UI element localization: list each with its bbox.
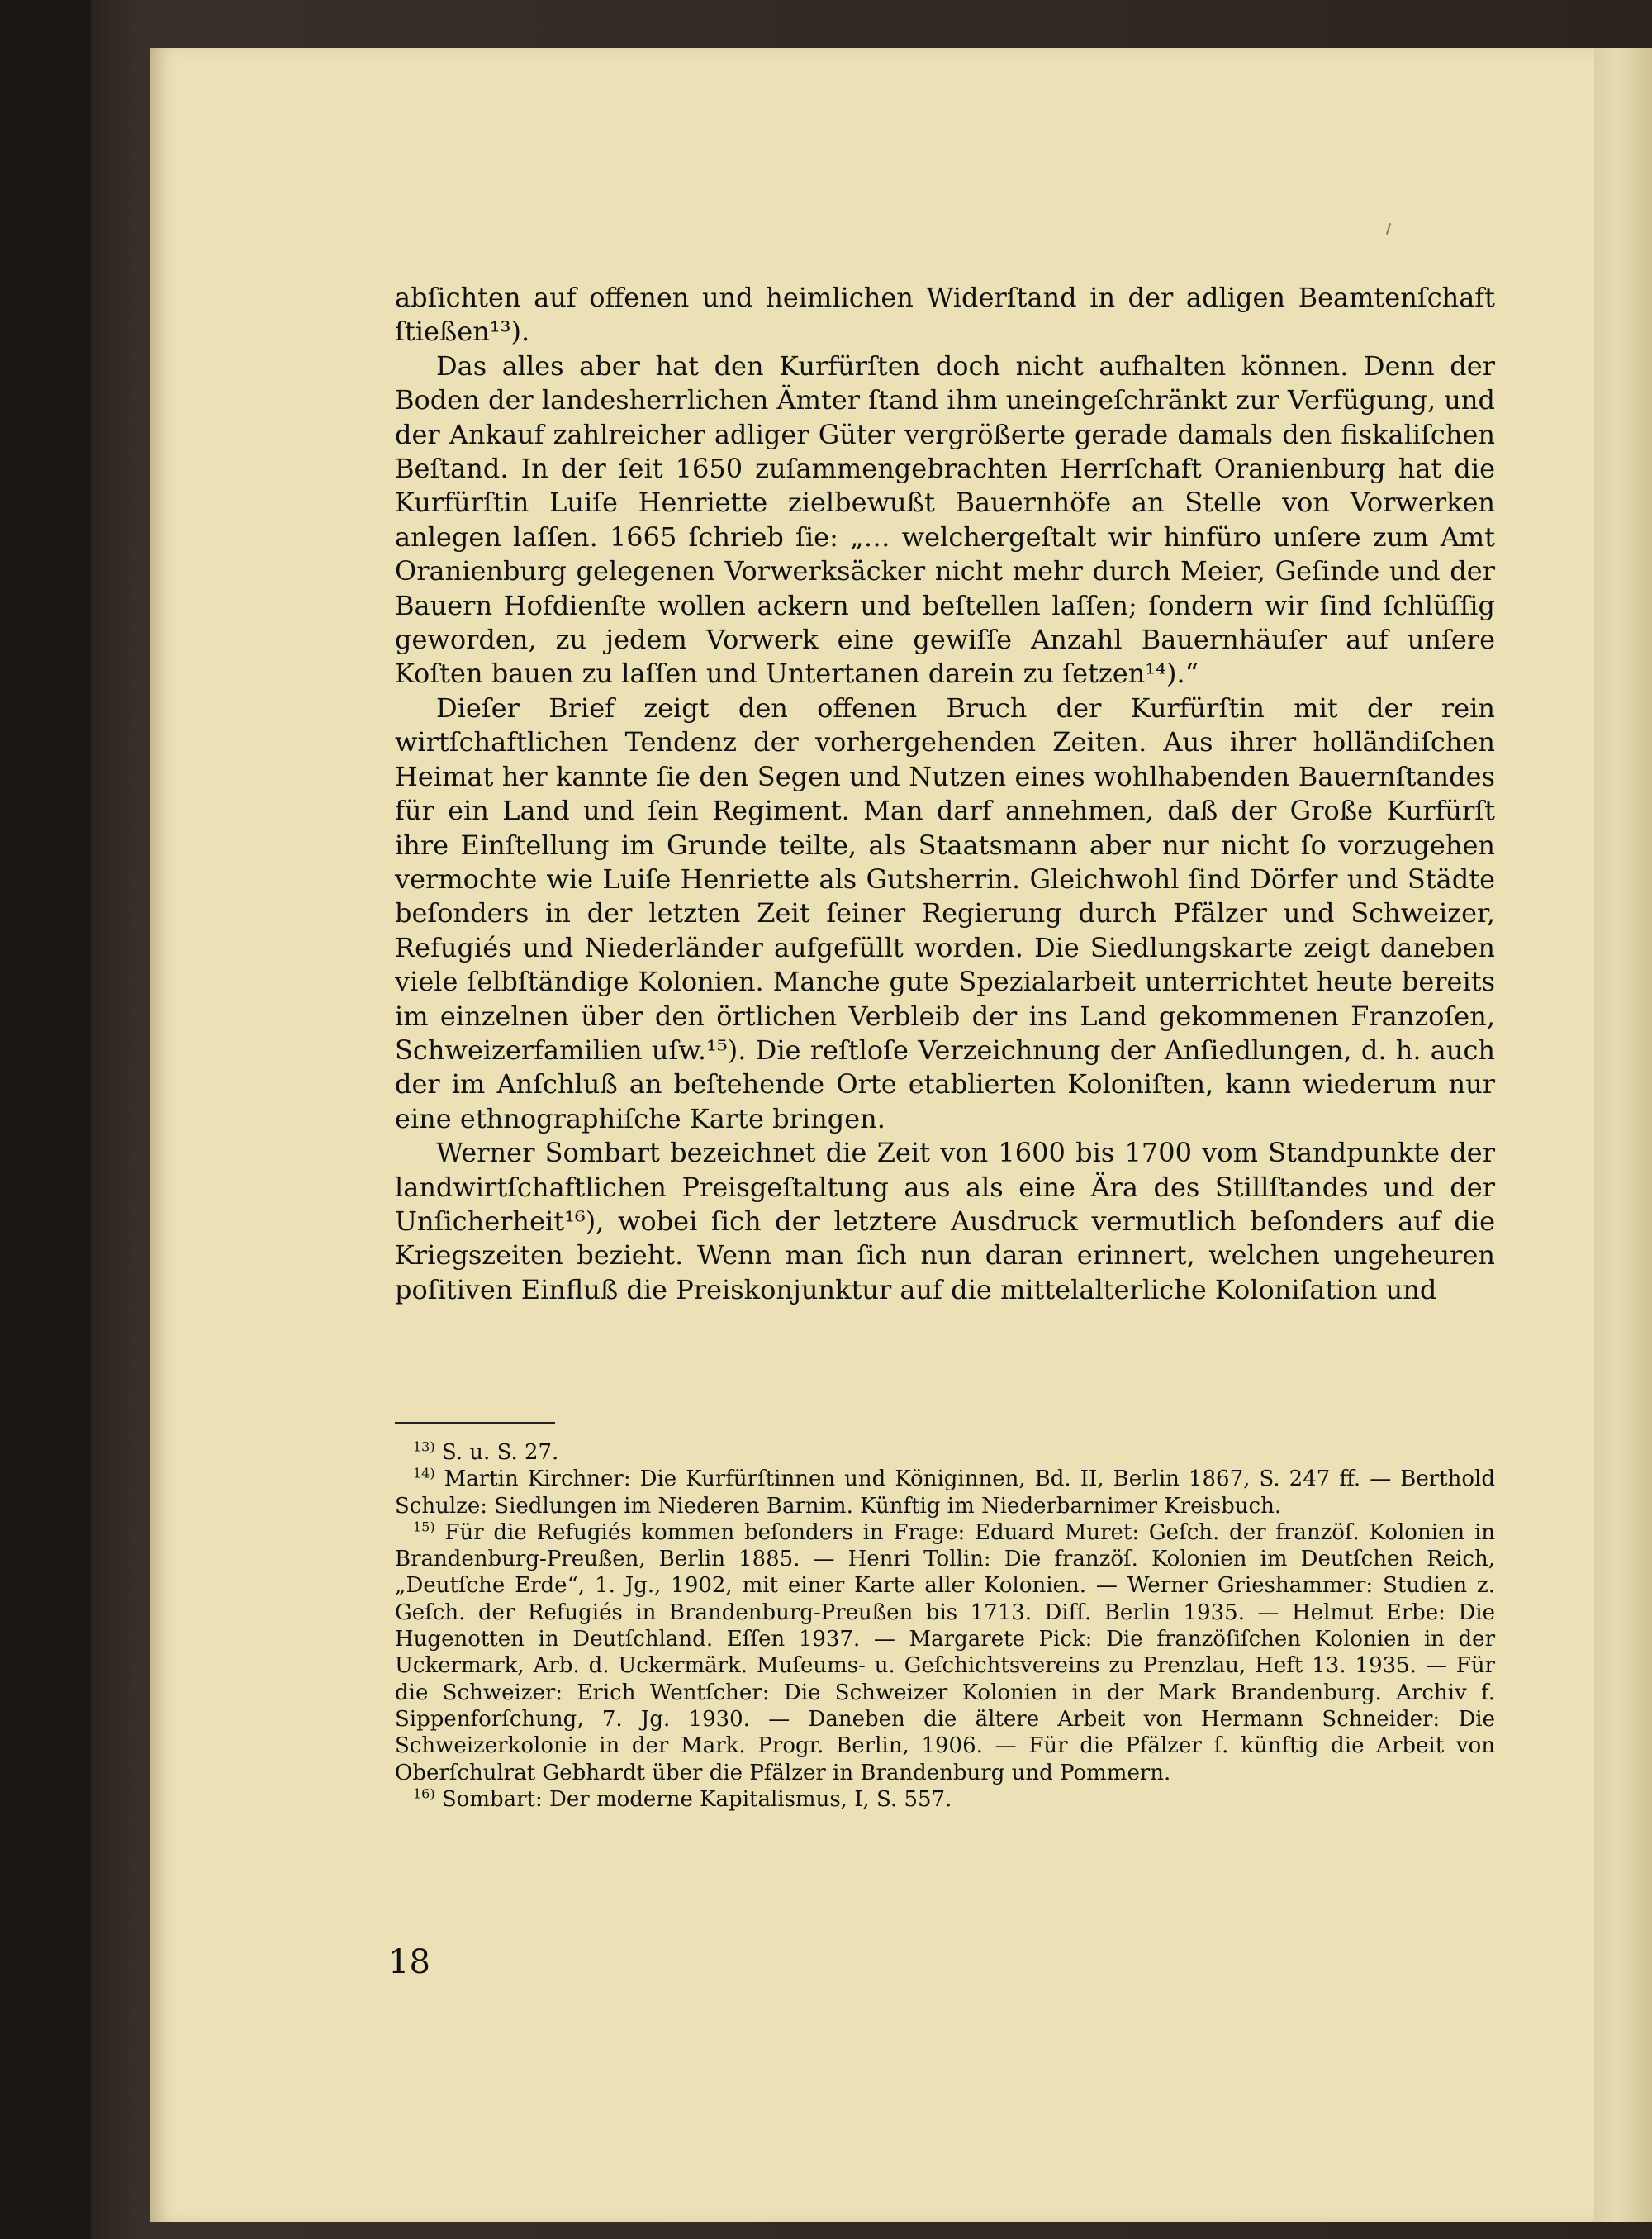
paragraph-1: abſichten auf offenen und heimlichen Widerſtand in der adligen Beamtenſchaft ſtießen¹³).: [395, 282, 1495, 348]
paragraph-3: Dieſer Brief zeigt den offenen Bruch der Kurfürſtin mit der rein wirtſchaftlichen Tendenz der vorhergehenden Zeiten. Aus ihrer holländiſchen Heimat her kannte ſie den Segen und Nutzen eines wohlhabenden Bauernſtandes für ein Land und ſein Regiment. Man darf annehmen, daß der Große Kurfürſt ihre Einſtellung im Grunde teilte, als Staatsmann aber nur nicht ſo vorzugehen vermochte wie Luiſe Henriette als Gutsherrin. Gleichwohl ſind Dörfer und Städte beſonders in der letzten Zeit ſeiner Regierung durch Pfälzer und Schweizer, Refugiés und Niederländer aufgefüllt worden. Die Siedlungskarte zeigt daneben viele ſelbſtändige Kolonien. Manche gute Spezialarbeit unterrichtet heute bereits im einzelnen über den örtlichen Verbleib der ins Land gekommenen Franzoſen, Schweizerfamilien uſw.¹⁵). Die reſtloſe Verzeichnung der Anſiedlungen, d. h. auch der im Anſchluß an beſtehende Orte etablierten Koloniſten, kann wiederum nur eine ethnographiſche Karte bringen.: [395, 692, 1495, 1134]
page-edges: [1594, 48, 1652, 2222]
paragraph-2: Das alles aber hat den Kurfürſten doch nicht aufhalten können. Denn der Boden der landesherrlichen Ämter ſtand ihm uneingeſchränkt zur Verfügung, und der Ankauf zahlreicher adliger Güter vergrößerte gerade damals den fiskaliſchen Beſtand. In der ſeit 1650 zuſammengebrachten Herrſchaft Oranienburg hat die Kurfürſtin Luiſe Henriette zielbewußt Bauernhöfe an Stelle von Vorwerken anlegen laſſen. 1665 ſchrieb ſie: „… welchergeſtalt wir hinfüro unſere zum Amt Oranienburg gelegenen Vorwerksäcker nicht mehr durch Meier, Geſinde und der Bauern Hofdienſte wollen ackern und beſtellen laſſen; ſondern wir ſind ſchlüſſig geworden, zu jedem Vorwerk eine gewiſſe Anzahl Bauernhäuſer auf unſere Koſten bauen zu laſſen und Untertanen darein zu ſetzen¹⁴).“: [395, 349, 1495, 690]
footnote-13: [395, 1439, 1495, 1466]
paragraph-4: Werner Sombart bezeichnet die Zeit von 1600 bis 1700 vom Standpunkte der landwirtſchaftlichen Preisgeſtaltung aus als eine Ära des Stillſtandes und der Unſicherheit¹⁶), wobei ſich der letztere Ausdruck vermutlich beſonders auf die Kriegszeiten bezieht. Wenn man ſich nun daran erinnert, welchen ungeheuren poſitiven Einfluß die Preiskonjunktur auf die mittelalterliche Koloniſation und: [395, 1137, 1495, 1305]
footnote-text: S. u. S. 27.: [441, 1440, 559, 1465]
footnote-15: [395, 1519, 1495, 1786]
footnote-divider: [395, 1422, 555, 1424]
footnote-16: [395, 1786, 1495, 1813]
footnotes: [395, 1439, 1495, 1813]
footnote-text: Martin Kirchner: Die Kurfürſtinnen und Königinnen, Bd. II, Berlin 1867, S. 247 ff. — Berthold Schulze: Siedlungen im Niederen Barnim. Künftig im Niederbarnimer Kreisbuch.: [395, 1467, 1495, 1519]
footnote-number: 14): [413, 1465, 435, 1481]
footnote-14: [395, 1466, 1495, 1519]
footnote-number: 16): [413, 1785, 435, 1802]
footnote-text: Für die Refugiés kommen beſonders in Frage: Eduard Muret: Geſch. der franzöſ. Kolonien in Brandenburg-Preußen, Berlin 1885. — Henri Tollin: Die franzöſ. Kolonien im Deutſchen Reich, „Deutſche Erde“, 1. Jg., 1902, mit einer Karte aller Kolonien. — Werner Grieshammer: Studien z. Geſch. der Refugiés in Brandenburg-Preußen bis 1713. Diſſ. Berlin 1935. — Helmut Erbe: Die Hugenotten in Deutſchland. Eſſen 1937. — Margarete Pick: Die franzöſiſchen Kolonien in der Uckermark, Arb. d. Uckermärk. Muſeums- u. Geſchichtsvereins zu Prenzlau, Heft 13. 1935. — Für die Schweizer: Erich Wentſcher: Die Schweizer Kolonien in der Mark Brandenburg. Archiv f. Sippenforſchung, 7. Jg. 1930. — Daneben die ältere Arbeit von Hermann Schneider: Die Schweizerkolonie in der Mark. Progr. Berlin, 1906. — Für die Pfälzer ſ. künftig die Arbeit von Oberſchulrat Gebhardt über die Pfälzer in Brandenburg und Pommern.: [395, 1519, 1496, 1785]
footnote-number: 13): [413, 1438, 435, 1455]
footnote-text: Sombart: Der moderne Kapitalismus, I, S. 557.: [441, 1786, 952, 1812]
main-text: [395, 281, 1495, 1307]
page-number: 18: [388, 1943, 430, 1981]
footnote-number: 15): [413, 1519, 435, 1535]
